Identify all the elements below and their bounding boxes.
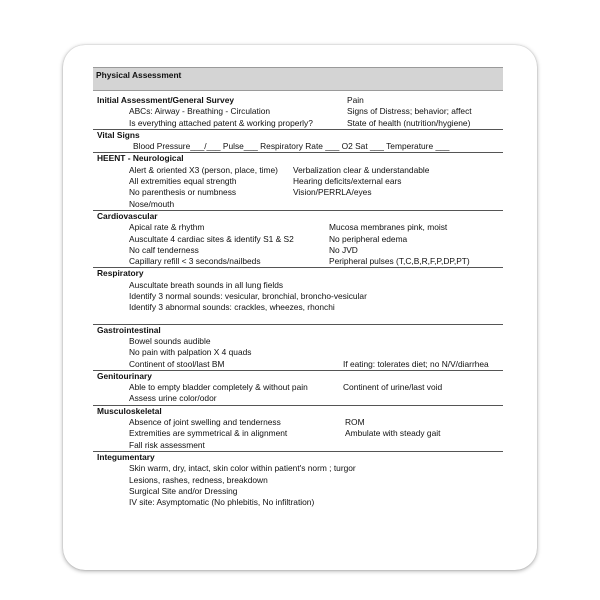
section-title: Genitourinary [97,370,152,381]
item-text: Ambulate with steady gait [345,428,441,439]
section-title: Musculoskeletal [97,405,162,416]
item-text: Auscultate 4 cardiac sites & identify S1 & S2 [129,233,294,244]
item-text: ROM [345,417,365,428]
list-item [97,475,503,486]
item-text: State of health (nutrition/hygiene) [347,117,471,128]
list-item [97,347,503,358]
list-item [97,336,503,347]
section-respiratory [93,268,503,324]
list-item [97,199,503,210]
item-text: All extremities equal strength [129,176,237,187]
section-title: Initial Assessment/General Survey [97,95,235,105]
section-title: Vital Signs [97,129,140,140]
section-title-row [97,406,503,417]
item-text: Mucosa membranes pink, moist [329,222,448,233]
item-text: Extremities are symmetrical & in alignment [129,428,288,439]
item-text: Fall risk assessment [129,439,205,450]
item-text: Verbalization clear & understandable [293,164,430,175]
item-text: No JVD [329,244,358,255]
item-text: Hearing deficits/external ears [293,176,402,187]
item-text: Continent of urine/last void [343,382,443,393]
item-text: Assess urine color/odor [129,393,217,404]
section-title-row [97,268,503,279]
item-text: Lesions, rashes, redness, breakdown [129,474,268,485]
item-text: Surgical Site and/or Dressing [129,485,238,496]
list-item [97,463,503,474]
page-title: Physical Assessment [93,67,503,91]
list-item [97,234,503,245]
item-text: Identify 3 abnormal sounds: crackles, wheezes, rhonchi [129,302,335,313]
section-heent [93,153,503,210]
section-title: Integumentary [97,451,155,462]
item-text: If eating: tolerates diet; no N/V/diarrhea [343,358,489,369]
list-item [97,187,503,198]
section-title-row [97,371,503,382]
list-item [97,106,503,117]
assessment-sheet [93,67,503,533]
item-text: Able to empty bladder completely & without pain [129,382,308,393]
section-title-row [97,130,503,141]
item-text: IV site: Asymptomatic (No phlebitis, No infiltration) [129,497,315,508]
item-text: Peripheral pulses (T,C,B,R,F,P,DP,PT) [329,256,470,267]
section-title: Gastrointestinal [97,324,161,335]
section-genitourinary [93,371,503,406]
section-vital-signs [93,130,503,154]
list-item [97,417,503,428]
item-text: No calf tenderness [129,244,199,255]
list-item [97,245,503,256]
item-text: ABCs: Airway - Breathing - Circulation [129,106,271,117]
item-text: Identify 3 normal sounds: vesicular, bronchial, broncho-vesicular [129,291,367,302]
section-title-row [97,452,503,463]
section-title: Respiratory [97,268,144,279]
list-item [97,382,503,393]
section-gastrointestinal [93,325,503,371]
list-item [97,118,503,129]
list-item [97,497,503,508]
section-title: HEENT - Neurological [97,153,184,164]
section-cardiovascular [93,211,503,268]
item-text: Skin warm, dry, intact, skin color within patient's norm ; turgor [129,463,356,474]
item-text: Signs of Distress; behavior; affect [347,106,472,117]
section-title-row [97,211,503,222]
section-title-row [97,153,503,164]
section-title-row [97,325,503,336]
list-item [97,359,503,370]
section-musculoskeletal [93,406,503,452]
section-title: Cardiovascular [97,210,158,221]
item-text: No peripheral edema [329,233,408,244]
item-text: Apical rate & rhythm [129,222,205,233]
list-item [97,141,503,152]
list-item [97,428,503,439]
item-text: Is everything attached patent & working properly? [129,117,313,128]
item-text: No parenthesis or numbness [129,187,237,198]
list-item [97,440,503,451]
section-title-row [97,95,503,106]
item-text: Absence of joint swelling and tenderness [129,417,281,428]
vital-signs-line: Blood Pressure___/___ Pulse___ Respiratory Rate ___ O2 Sat ___ Temperature ___ [133,141,450,152]
item-text: Capillary refill < 3 seconds/nailbeds [129,256,261,267]
item-text: Bowel sounds audible [129,335,211,346]
list-item [97,291,503,302]
item-text: Vision/PERRLA/eyes [293,187,372,198]
pain-label: Pain [347,95,364,105]
list-item [97,393,503,404]
section-initial-assessment [93,91,503,130]
list-item [97,165,503,176]
list-item [97,222,503,233]
item-text: Continent of stool/last BM [129,358,225,369]
item-text: No pain with palpation X 4 quads [129,347,252,358]
item-text: Nose/mouth [129,198,175,209]
list-item [97,256,503,267]
item-text: Auscultate breath sounds in all lung fields [129,279,284,290]
list-item [97,176,503,187]
item-text: Alert & oriented X3 (person, place, time) [129,164,278,175]
list-item [97,302,503,313]
list-item [97,486,503,497]
spacer [97,314,503,324]
list-item [97,280,503,291]
section-integumentary [93,452,503,508]
